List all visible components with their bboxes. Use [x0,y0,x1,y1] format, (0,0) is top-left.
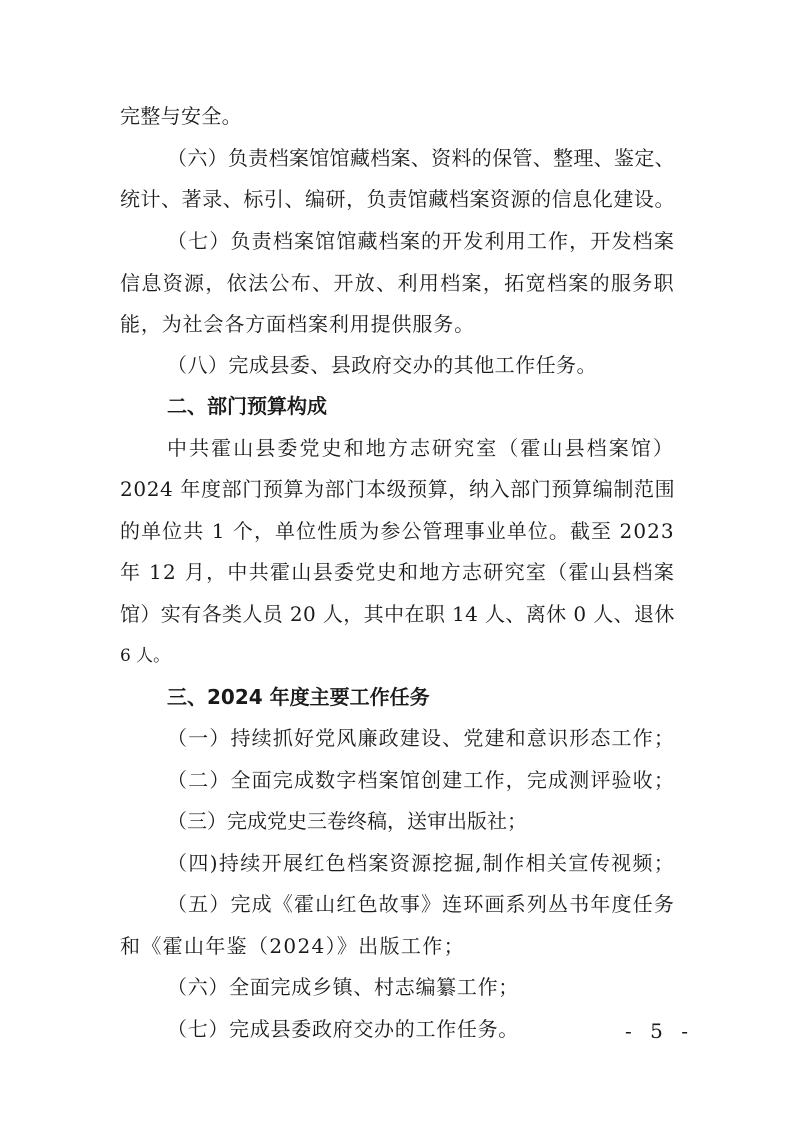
text-line-10: 2024 年度部门预算为部门本级预算，纳入部门预算编制范围 [120,477,676,501]
text-line-4: （七）负责档案馆馆藏档案的开发利用工作，开发档案 [167,229,675,253]
text-line-2: （六）负责档案馆馆藏档案、资料的保管、整理、鉴定、 [167,146,675,170]
task-item-5-continued: 和《霍山年鉴（2024）》出版工作； [120,934,465,958]
task-item-4: （四)持续开展红色档案资源挖掘,制作相关宣传视频； [167,851,676,875]
text-line-14: 6 人。 [120,645,171,665]
text-line-12: 年 12 月，中共霍山县委党史和地方志研究室（霍山县档案 [120,560,676,584]
section-heading-tasks: 三、2024 年度主要工作任务 [167,685,430,709]
task-item-6: （六）全面完成乡镇、村志编纂工作； [167,975,519,999]
task-item-2: （二）全面完成数字档案馆创建工作，完成测评验收； [167,768,675,792]
text-line-9: 中共霍山县委党史和地方志研究室（霍山县档案馆） [167,436,675,460]
task-item-7: （七）完成县委政府交办的工作任务。 [167,1017,519,1041]
text-line-6: 能，为社会各方面档案利用提供服务。 [120,312,475,336]
task-item-5: （五）完成《霍山红色故事》连环画系列丛书年度任务 [167,892,675,916]
section-heading-budget: 二、部门预算构成 [167,394,327,418]
text-line-1: 完整与安全。 [120,104,242,128]
text-line-11: 的单位共 1 个，单位性质为参公管理事业单位。截至 2023 [120,519,675,543]
page-number: - 5 - [625,1019,694,1043]
task-item-3: （三）完成党史三卷终稿，送审出版社； [167,809,527,833]
text-line-13: 馆）实有各类人员 20 人，其中在职 14 人、离休 0 人、退休 [120,602,675,626]
text-line-5: 信息资源，依法公布、开放、利用档案，拓宽档案的服务职 [120,271,675,295]
text-line-3: 统计、著录、标引、编研，负责馆藏档案资源的信息化建设。 [120,187,675,211]
task-item-1: （一）持续抓好党风廉政建设、党建和意识形态工作； [167,726,675,750]
text-line-7: （八）完成县委、县政府交办的其他工作任务。 [167,353,597,377]
